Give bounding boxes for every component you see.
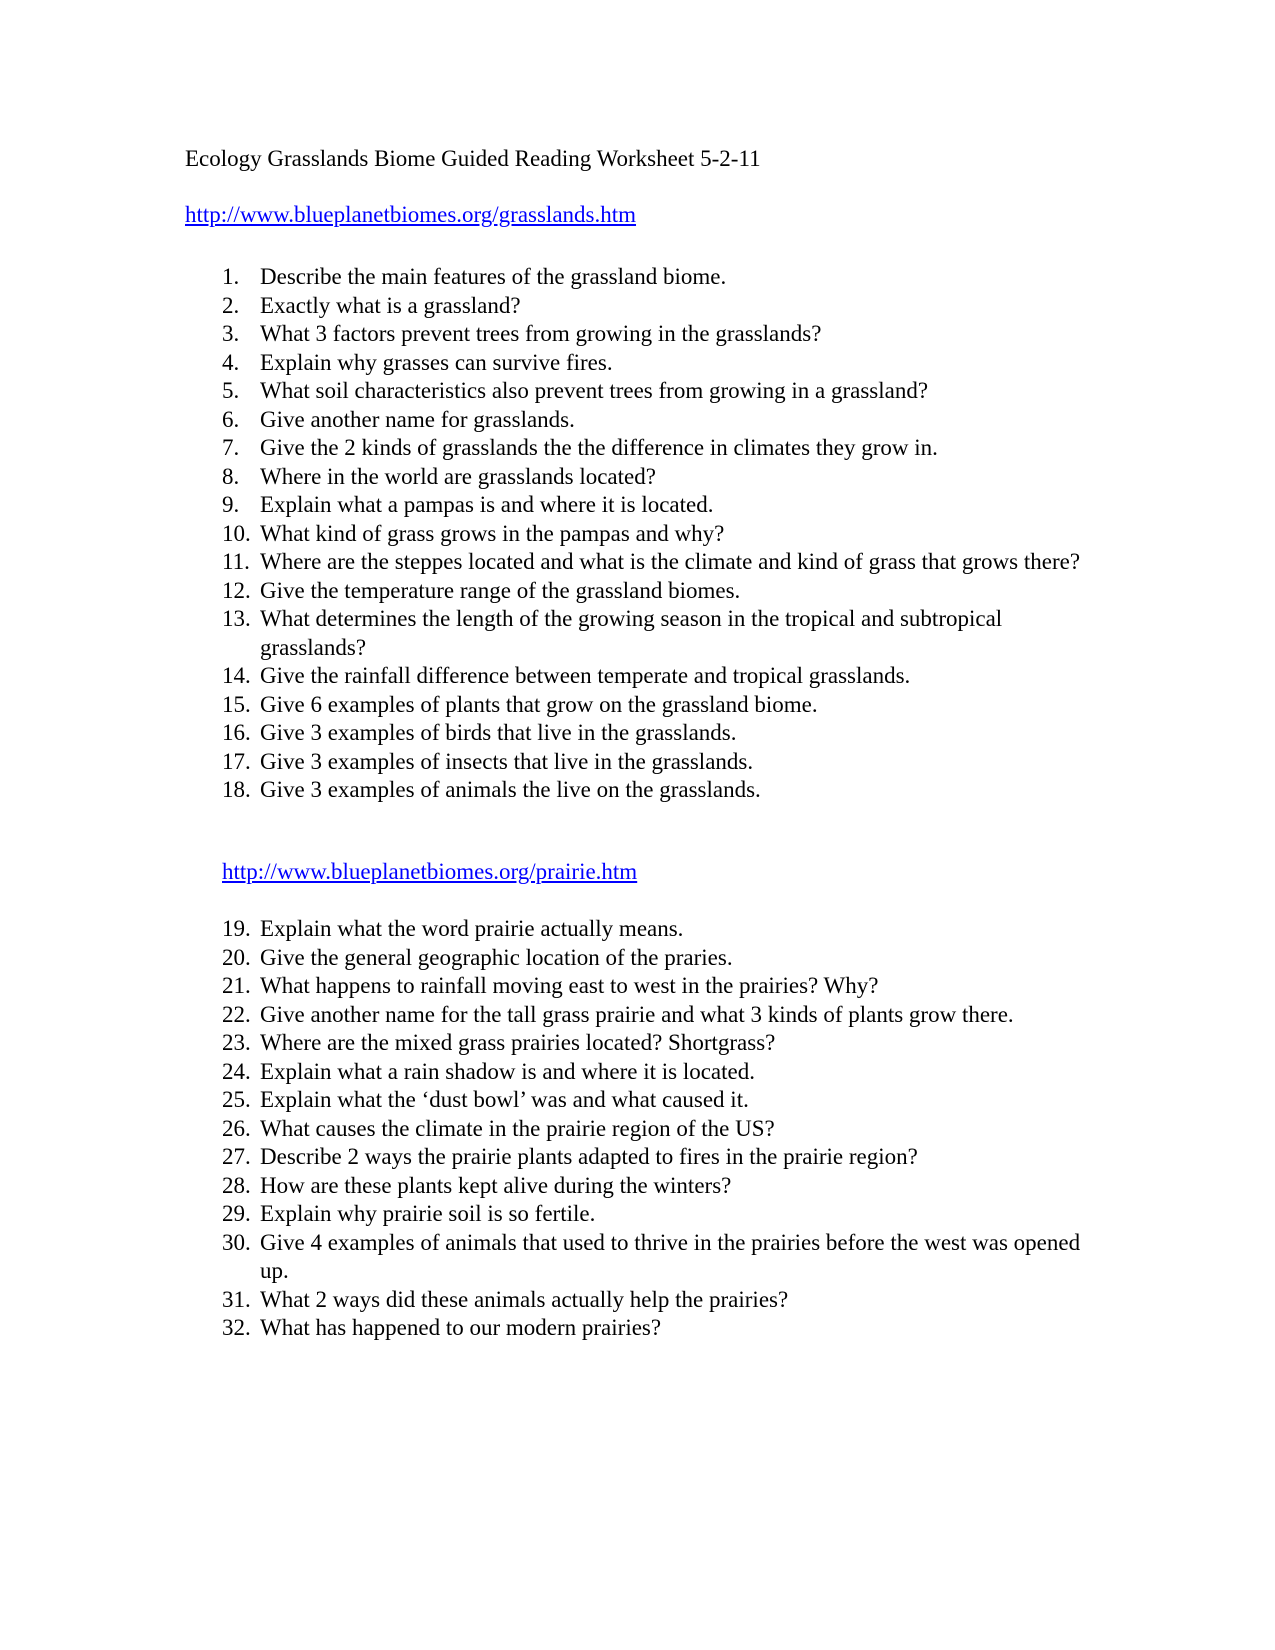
- question-item: [222, 491, 1102, 520]
- question-text: Give the general geographic location of the praries.: [260, 944, 733, 970]
- question-text: Give 4 examples of animals that used to thrive in the prairies before the west was opened up.: [260, 1229, 1081, 1283]
- grasslands-link[interactable]: http://www.blueplanetbiomes.org/grasslands.htm: [185, 202, 637, 227]
- question-number: 23.: [222, 1030, 251, 1055]
- question-text: Explain why prairie soil is so fertile.: [260, 1201, 596, 1226]
- question-text: Give the rainfall difference between temperate and tropical grasslands.: [260, 663, 911, 688]
- question-number: 13.: [222, 606, 251, 631]
- question-text: Where in the world are grasslands located?: [260, 463, 656, 489]
- question-number: 28.: [222, 1172, 251, 1198]
- question-number: 17.: [222, 748, 251, 774]
- question-text: What happens to rainfall moving east to west in the prairies? Why?: [260, 973, 879, 998]
- question-number: 16.: [222, 720, 251, 745]
- question-item: [222, 1286, 1102, 1315]
- question-item: [222, 662, 1102, 691]
- question-text: Give another name for grasslands.: [260, 406, 575, 432]
- question-item: [222, 292, 1102, 321]
- question-number: 20.: [222, 944, 251, 970]
- question-number: 22.: [222, 1001, 251, 1027]
- question-text: Explain what a pampas is and where it is located.: [260, 492, 714, 517]
- question-item: [222, 1058, 1102, 1087]
- question-item: [222, 577, 1102, 606]
- question-text: Give 3 examples of animals the live on the grasslands.: [260, 777, 761, 802]
- question-text: Explain what the word prairie actually means.: [260, 916, 684, 941]
- question-text: What determines the length of the growing season in the tropical and subtropical grasslands?: [260, 606, 1003, 660]
- question-number: 30.: [222, 1229, 251, 1255]
- question-item: [222, 972, 1102, 1001]
- question-text: Give the 2 kinds of grasslands the the difference in climates they grow in.: [260, 435, 938, 460]
- question-item: [222, 1086, 1102, 1115]
- question-item: [222, 605, 1102, 662]
- question-item: [222, 748, 1102, 777]
- question-item: [222, 548, 1102, 577]
- question-item: [222, 1229, 1102, 1286]
- question-text: What 2 ways did these animals actually help the prairies?: [260, 1286, 789, 1312]
- question-item: [222, 320, 1102, 349]
- question-number: 2.: [222, 292, 240, 318]
- question-number: 11.: [222, 549, 250, 574]
- question-number: 12.: [222, 577, 251, 603]
- question-text: Describe the main features of the grassland biome.: [260, 264, 727, 289]
- question-number: 24.: [222, 1058, 251, 1084]
- question-item: [222, 349, 1102, 378]
- question-text: Explain what the ‘dust bowl’ was and what caused it.: [260, 1087, 749, 1112]
- question-text: Explain why grasses can survive fires.: [260, 349, 613, 375]
- question-text: How are these plants kept alive during the winters?: [260, 1172, 732, 1198]
- question-text: Give 6 examples of plants that grow on the grassland biome.: [260, 691, 818, 717]
- question-item: [222, 377, 1102, 406]
- question-item: [222, 1314, 1102, 1343]
- question-text: What soil characteristics also prevent trees from growing in a grassland?: [260, 378, 929, 403]
- worksheet-title: Ecology Grasslands Biome Guided Reading Worksheet 5-2-11: [185, 146, 761, 171]
- prairie-question-list: [222, 915, 1102, 1343]
- question-number: 10.: [222, 520, 251, 546]
- question-item: [222, 1143, 1102, 1172]
- question-item: [222, 520, 1102, 549]
- question-text: Give the temperature range of the grassland biomes.: [260, 577, 741, 603]
- question-item: [222, 944, 1102, 973]
- question-number: 19.: [222, 916, 251, 941]
- question-number: 27.: [222, 1144, 251, 1169]
- question-text: Describe 2 ways the prairie plants adapted to fires in the prairie region?: [260, 1144, 918, 1169]
- grasslands-question-list: [222, 263, 1102, 805]
- question-item: [222, 434, 1102, 463]
- prairie-link[interactable]: http://www.blueplanetbiomes.org/prairie.htm: [222, 859, 638, 884]
- question-item: [222, 719, 1102, 748]
- question-number: 15.: [222, 691, 251, 717]
- question-item: [222, 1001, 1102, 1030]
- question-number: 14.: [222, 663, 251, 688]
- question-number: 29.: [222, 1201, 251, 1226]
- question-item: [222, 406, 1102, 435]
- question-number: 4.: [222, 349, 240, 375]
- question-item: [222, 691, 1102, 720]
- question-text: Explain what a rain shadow is and where it is located.: [260, 1058, 755, 1084]
- question-text: What 3 factors prevent trees from growing in the grasslands?: [260, 321, 822, 346]
- question-number: 3.: [222, 321, 240, 346]
- question-number: 18.: [222, 777, 251, 802]
- question-number: 8.: [222, 463, 240, 489]
- question-text: Where are the steppes located and what is the climate and kind of grass that grows there?: [260, 549, 1081, 574]
- question-item: [222, 1200, 1102, 1229]
- question-item: [222, 1172, 1102, 1201]
- question-text: Exactly what is a grassland?: [260, 292, 521, 318]
- question-number: 5.: [222, 378, 240, 403]
- question-item: [222, 915, 1102, 944]
- question-number: 26.: [222, 1115, 251, 1141]
- question-number: 9.: [222, 492, 240, 517]
- question-item: [222, 463, 1102, 492]
- question-number: 32.: [222, 1315, 251, 1340]
- question-number: 6.: [222, 406, 240, 432]
- question-item: [222, 263, 1102, 292]
- question-item: [222, 776, 1102, 805]
- question-number: 7.: [222, 435, 240, 460]
- question-number: 31.: [222, 1286, 251, 1312]
- question-number: 25.: [222, 1087, 251, 1112]
- question-text: What has happened to our modern prairies?: [260, 1315, 662, 1340]
- question-text: Give 3 examples of insects that live in the grasslands.: [260, 748, 754, 774]
- question-text: What kind of grass grows in the pampas and why?: [260, 520, 725, 546]
- question-text: What causes the climate in the prairie region of the US?: [260, 1115, 775, 1141]
- question-item: [222, 1029, 1102, 1058]
- question-text: Where are the mixed grass prairies located? Shortgrass?: [260, 1030, 776, 1055]
- question-text: Give another name for the tall grass prairie and what 3 kinds of plants grow there.: [260, 1001, 1014, 1027]
- question-number: 21.: [222, 973, 251, 998]
- question-item: [222, 1115, 1102, 1144]
- question-number: 1.: [222, 264, 240, 289]
- question-text: Give 3 examples of birds that live in the grasslands.: [260, 720, 737, 745]
